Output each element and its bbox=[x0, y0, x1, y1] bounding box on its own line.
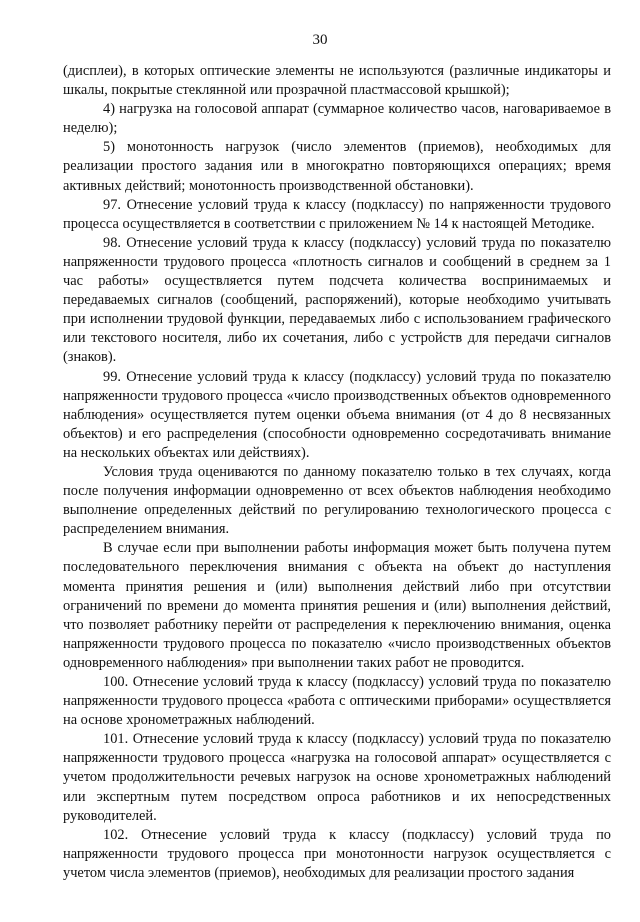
paragraph-101: 101. Отнесение условий труда к классу (подклассу) условий труда по показателю напряженности трудового процесса «нагрузка на голосовой аппарат» осуществляется с учетом продолжительности речевых нагрузок на основе хронометражных наблюдений или экспертным путем посредством опроса работников и их непосредственных руководителей. bbox=[63, 731, 611, 824]
paragraph-98: 98. Отнесение условий труда к классу (подклассу) условий труда по показателю напряженности трудового процесса «плотность сигналов и сообщений в среднем за 1 час работы» осуществляется путем подсчета количества воспринимаемых и передаваемых сигналов (сообщений, распоряжений), которые необходимо учитывать при исполнении трудовой функции, передаваемых либо с использованием графического или текстового носителя, либо их сочетания, либо с устройств для передачи сигналов (знаков). bbox=[63, 234, 611, 366]
paragraph-102: 102. Отнесение условий труда к классу (подклассу) условий труда по напряженности трудового процесса при монотонности нагрузок осуществляется с учетом числа элементов (приемов), необходимых для реализации простого задания bbox=[63, 826, 611, 881]
paragraph-100: 100. Отнесение условий труда к классу (подклассу) условий труда по показателю напряженности трудового процесса «работа с оптическими приборами» осуществляется на основе хронометражных наблюдений. bbox=[63, 674, 611, 729]
paragraph-99: 99. Отнесение условий труда к классу (подклассу) условий труда по показателю напряженности трудового процесса «число производственных объектов одновременного наблюдения» осуществляется путем оценки объема внимания (от 4 до 8 несвязанных объектов) и его распределения (способности одновременно сосредотачивать внимание на нескольких объектах или действиях). bbox=[63, 368, 611, 461]
paragraph-97: 97. Отнесение условий труда к классу (подклассу) по напряженности трудового процесса осуществляется в соответствии с приложением № 14 к настоящей Методике. bbox=[63, 196, 611, 232]
paragraph-item-4-voice-load: 4) нагрузка на голосовой аппарат (суммарное количество часов, наговариваемое в неделю); bbox=[63, 101, 611, 137]
document-body bbox=[63, 62, 611, 883]
page-number: 30 bbox=[312, 32, 328, 48]
paragraph-display-continuation: (дисплеи), в которых оптические элементы не используются (различные индикаторы и шкалы, покрытые стеклянной или прозрачной пластмассовой крышкой); bbox=[63, 63, 611, 99]
paragraph-99-exception: В случае если при выполнении работы информация может быть получена путем последовательного переключения внимания с объекта на объект до наступления момента принятия решения и (или) выполнения действий либо при отсутствии ограничений по времени до момента принятия решения и (или) выполнения действий, что позволяет работнику перейти от распределения к переключению внимания, оценка напряженности трудового процесса по показателю «число производственных объектов одновременного наблюдения» при выполнении таких работ не проводится. bbox=[63, 540, 611, 671]
paragraph-99-conditions: Условия труда оцениваются по данному показателю только в тех случаях, когда после получения информации одновременно от всех объектов наблюдения необходимо выполнение определенных действий по регулированию технологического процесса с распределением внимания. bbox=[63, 463, 611, 538]
paragraph-item-5-monotony: 5) монотонность нагрузок (число элементов (приемов), необходимых для реализации простого задания или в многократно повторяющихся операциях; время активных действий; монотонность производственной обстановки). bbox=[63, 139, 611, 194]
